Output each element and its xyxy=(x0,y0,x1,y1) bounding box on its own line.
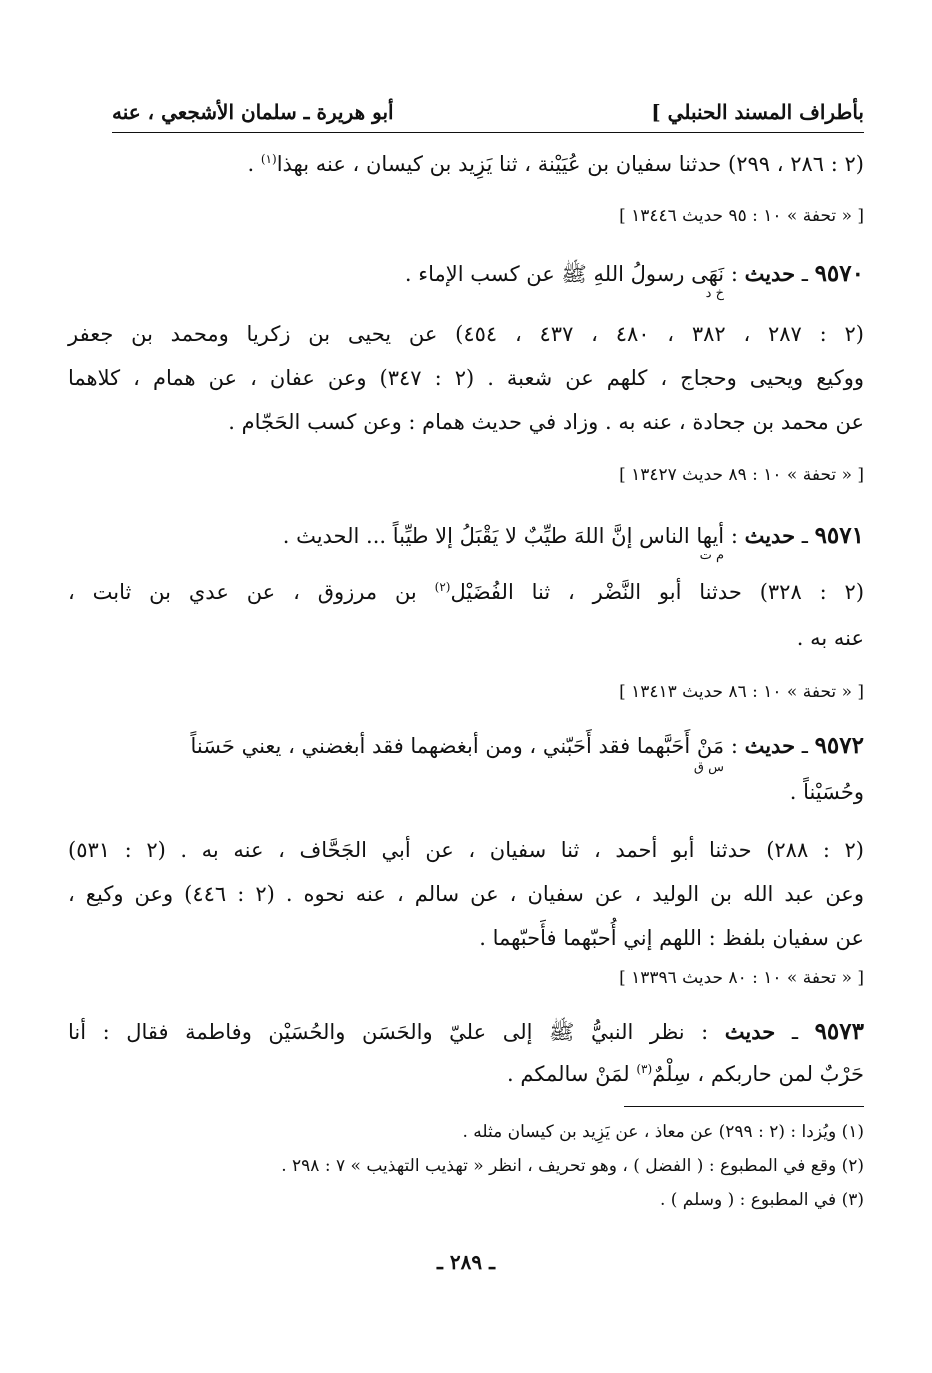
hadith-9571-source-symbols: م ت xyxy=(699,548,724,563)
hadith-keyword: حديث xyxy=(744,733,796,758)
tuhfa-reference-2: [ « تحفة » ١٠ : ٨٩ حديث ١٣٤٢٧ ] xyxy=(619,465,864,485)
heading-text-b: لمَنْ سالمكم . xyxy=(507,1062,637,1086)
hadith-9572-chain-line-3: عن سفيان بلفظ : اللهم إني أُحبّهما فأَحبّهما . xyxy=(479,926,864,950)
tuhfa-reference-1: [ « تحفة » ١٠ : ٩٥ حديث ١٣٤٤٦ ] xyxy=(619,206,864,226)
hadith-text: : مَنْ أَحَبَّهما فقد أَحَبّني ، ومن أبغضهما فقد أبغضني ، يعني حَسَناً xyxy=(190,734,745,758)
hadith-9570-source-symbols: خ د xyxy=(705,286,724,301)
footnote-divider xyxy=(624,1106,864,1107)
hadith-keyword: حديث xyxy=(724,1019,776,1044)
heading-text-a: حَرْبٌ لمن حاربكم ، سِلْمٌ xyxy=(652,1062,864,1086)
header-section-title: أبو هريرة ـ سلمان الأشجعي ، عنه xyxy=(112,100,394,124)
footnote-2: (٢) وقع في المطبوع : ( الفضل ) ، وهو تحريف ، انظر « تهذيب التهذيب » ٧ : ٢٩٨ . xyxy=(281,1156,864,1176)
hadith-9572-chain-line-1: (٢ : ٢٨٨) حدثنا أبو أحمد ، ثنا سفيان ، عن أبي الجَحَّاف ، عنه به . (٢ : ٥٣١) xyxy=(68,838,864,862)
hadith-9570-chain-line-2: ووكيع ويحيى وحجاج ، كلهم عن شعبة . (٢ : ٣٤٧) وعن عفان ، عن همام ، كلاهما xyxy=(68,366,864,390)
hadith-9572-chain-line-2: وعن عبد الله بن الوليد ، عن سفيان ، عن سالم ، عنه نحوه . (٢ : ٤٤٦) وعن وكيع ، xyxy=(68,882,864,906)
tuhfa-reference-3: [ « تحفة » ١٠ : ٨٦ حديث ١٣٤١٣ ] xyxy=(619,682,864,702)
hadith-9573-heading xyxy=(68,1018,864,1046)
footnote-mark-3[interactable]: (٣) xyxy=(636,1062,653,1076)
hadith-9570-heading xyxy=(68,260,864,288)
hadith-9572-heading xyxy=(68,732,864,760)
hadith-9572-source-symbols: س ق xyxy=(693,760,724,775)
dash: ـ xyxy=(795,734,815,758)
hadith-9571-chain-line-1 xyxy=(68,580,864,605)
dash: ـ xyxy=(795,524,815,548)
hadith-keyword: حديث xyxy=(744,523,796,548)
hadith-number: ٩٥٧٠ xyxy=(814,260,864,287)
header-book-title: بأطراف المسند الحنبلي ] xyxy=(651,100,864,124)
footnote-mark-1[interactable]: (١) xyxy=(260,152,277,166)
continuation-text: (٢ : ٢٨٦ ، ٢٩٩) حدثنا سفيان بن عُيَيْنة ، ثنا يَزِيد بن كيسان ، عنه بهذا xyxy=(276,152,864,176)
footnote-3: (٣) في المطبوع : ( وسلم ) . xyxy=(659,1190,864,1210)
hadith-keyword: حديث xyxy=(744,261,796,286)
continuation-line xyxy=(68,152,864,177)
tuhfa-reference-4: [ « تحفة » ١٠ : ٨٠ حديث ١٣٣٩٦ ] xyxy=(619,968,864,988)
footnote-mark-2[interactable]: (٢) xyxy=(434,580,451,594)
hadith-9570-chain-line-3: عن محمد بن جحادة ، عنه به . وزاد في حديث همام : وعن كسب الحَجّام . xyxy=(228,410,864,434)
running-header xyxy=(112,98,864,133)
chain-text-a: (٢ : ٣٢٨) حدثنا أبو النَّضْر ، ثنا الفُضَيْل xyxy=(450,580,865,604)
hadith-9571-chain-line-2: عنه به . xyxy=(796,626,864,650)
continuation-tail: . xyxy=(247,152,261,176)
footnote-1: (١) ويُزدا : (٢ : ٢٩٩) عن معاذ ، عن يَزِيد بن كيسان مثله . xyxy=(462,1122,864,1142)
chain-text-b: بن مرزوق ، عن عدي بن ثابت ، xyxy=(68,580,435,604)
page-number: ـ ٢٨٩ ـ xyxy=(437,1250,495,1274)
dash: ـ xyxy=(795,262,815,286)
hadith-9571-heading xyxy=(68,522,864,550)
hadith-number: ٩٥٧٣ xyxy=(814,1018,864,1045)
hadith-text: : نظر النبيُّ ﷺ إلى عليّ والحَسَن والحُسَيْن وفاطمة فقال : أنا xyxy=(68,1020,725,1044)
hadith-number: ٩٥٧١ xyxy=(814,522,864,549)
hadith-text: : أيها الناس إنَّ اللهَ طيِّبٌ لا يَقْبَلُ إلا طيِّباً ... الحديث . xyxy=(282,524,745,548)
hadith-text: : نَهَى رسولُ اللهِ ﷺ عن كسب الإماء . xyxy=(404,262,745,286)
hadith-9573-heading-line-2 xyxy=(68,1062,864,1087)
hadith-9570-chain-line-1: (٢ : ٢٨٧ ، ٣٨٢ ، ٤٨٠ ، ٤٣٧ ، ٤٥٤) عن يحيى بن زكريا ومحمد بن جعفر xyxy=(68,322,864,346)
hadith-9572-heading-line-2: وحُسَيْناً . xyxy=(789,780,864,804)
hadith-number: ٩٥٧٢ xyxy=(814,732,864,759)
dash: ـ xyxy=(775,1020,815,1044)
